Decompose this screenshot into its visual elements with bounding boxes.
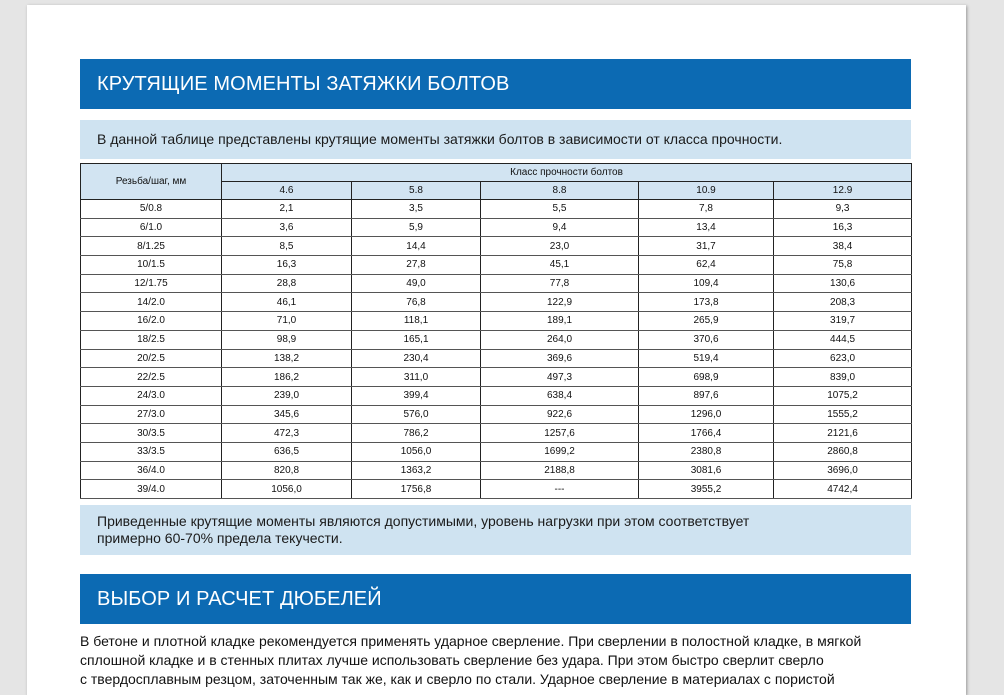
- table-row: [81, 386, 912, 405]
- torque-cell: 369,6: [481, 349, 639, 368]
- thread-cell: 6/1.0: [81, 218, 222, 237]
- torque-cell: 636,5: [222, 442, 352, 461]
- torque-cell: 62,4: [639, 256, 774, 275]
- torque-cell: 2380,8: [639, 442, 774, 461]
- thread-cell: 5/0.8: [81, 200, 222, 219]
- table-row: [81, 256, 912, 275]
- torque-cell: 5,5: [481, 200, 639, 219]
- class-header-cell: 8.8: [481, 182, 639, 200]
- note-box: [80, 505, 911, 555]
- class-header-cell: 12.9: [774, 182, 912, 200]
- torque-cell: 122,9: [481, 293, 639, 312]
- paragraph-line-1: В бетоне и плотной кладке рекомендуется применять ударное сверление. При сверлении в полостной кладке, в мягкой: [80, 633, 862, 649]
- torque-cell: 698,9: [639, 368, 774, 387]
- torque-cell: 1766,4: [639, 424, 774, 443]
- torque-cell: 897,6: [639, 386, 774, 405]
- torque-cell: 14,4: [352, 237, 481, 256]
- torque-cell: 786,2: [352, 424, 481, 443]
- torque-cell: 77,8: [481, 274, 639, 293]
- torque-cell: 264,0: [481, 330, 639, 349]
- torque-cell: 1363,2: [352, 461, 481, 480]
- torque-cell: 23,0: [481, 237, 639, 256]
- torque-cell: 49,0: [352, 274, 481, 293]
- torque-cell: 75,8: [774, 256, 912, 275]
- note-line-2: примерно 60-70% предела текучести.: [97, 530, 343, 546]
- torque-cell: 638,4: [481, 386, 639, 405]
- torque-cell: 3696,0: [774, 461, 912, 480]
- torque-cell: 109,4: [639, 274, 774, 293]
- document-page: [27, 5, 966, 695]
- torque-cell: 4742,4: [774, 480, 912, 499]
- table-row: [81, 405, 912, 424]
- dowel-paragraph: [80, 632, 915, 689]
- torque-cell: 71,0: [222, 312, 352, 331]
- table-row: [81, 218, 912, 237]
- torque-cell: 311,0: [352, 368, 481, 387]
- section-title-dowels: ВЫБОР И РАСЧЕТ ДЮБЕЛЕЙ: [80, 574, 911, 624]
- thread-cell: 12/1.75: [81, 274, 222, 293]
- torque-cell: 623,0: [774, 349, 912, 368]
- torque-cell: 186,2: [222, 368, 352, 387]
- torque-cell: 399,4: [352, 386, 481, 405]
- torque-cell: 1257,6: [481, 424, 639, 443]
- torque-cell: 27,8: [352, 256, 481, 275]
- torque-cell: 1296,0: [639, 405, 774, 424]
- torque-cell: 472,3: [222, 424, 352, 443]
- torque-cell: 118,1: [352, 312, 481, 331]
- torque-cell: 239,0: [222, 386, 352, 405]
- torque-cell: 576,0: [352, 405, 481, 424]
- torque-cell: 7,8: [639, 200, 774, 219]
- intro-text: В данной таблице представлены крутящие моменты затяжки болтов в зависимости от класса прочности.: [97, 131, 783, 147]
- torque-cell: 1756,8: [352, 480, 481, 499]
- torque-cell: 2860,8: [774, 442, 912, 461]
- table-row: [81, 293, 912, 312]
- torque-cell: 839,0: [774, 368, 912, 387]
- torque-cell: 2121,6: [774, 424, 912, 443]
- thread-cell: 36/4.0: [81, 461, 222, 480]
- torque-cell: 3081,6: [639, 461, 774, 480]
- torque-cell: 8,5: [222, 237, 352, 256]
- torque-cell: 208,3: [774, 293, 912, 312]
- torque-cell: 189,1: [481, 312, 639, 331]
- thread-cell: 24/3.0: [81, 386, 222, 405]
- torque-cell: ---: [481, 480, 639, 499]
- table-row: [81, 368, 912, 387]
- thread-cell: 22/2.5: [81, 368, 222, 387]
- torque-cell: 820,8: [222, 461, 352, 480]
- torque-cell: 444,5: [774, 330, 912, 349]
- table-row: [81, 442, 912, 461]
- torque-cell: 1555,2: [774, 405, 912, 424]
- thread-cell: 33/3.5: [81, 442, 222, 461]
- torque-cell: 16,3: [222, 256, 352, 275]
- intro-box: [80, 120, 911, 159]
- torque-cell: 76,8: [352, 293, 481, 312]
- torque-cell: 345,6: [222, 405, 352, 424]
- thread-cell: 16/2.0: [81, 312, 222, 331]
- thread-pitch-header: Резьба/шаг, мм: [81, 164, 222, 200]
- thread-cell: 30/3.5: [81, 424, 222, 443]
- torque-cell: 2,1: [222, 200, 352, 219]
- table-row: [81, 274, 912, 293]
- thread-cell: 20/2.5: [81, 349, 222, 368]
- strength-class-header: Класс прочности болтов: [222, 164, 912, 182]
- torque-cell: 138,2: [222, 349, 352, 368]
- table-row: [81, 461, 912, 480]
- torque-table: [80, 163, 912, 499]
- table-row: [81, 312, 912, 331]
- torque-cell: 370,6: [639, 330, 774, 349]
- table-row: [81, 349, 912, 368]
- torque-cell: 1056,0: [352, 442, 481, 461]
- torque-cell: 319,7: [774, 312, 912, 331]
- torque-cell: 173,8: [639, 293, 774, 312]
- torque-cell: 922,6: [481, 405, 639, 424]
- thread-cell: 18/2.5: [81, 330, 222, 349]
- note-line-1: Приведенные крутящие моменты являются допустимыми, уровень нагрузки при этом соответствует: [97, 513, 750, 529]
- paragraph-line-2: сплошной кладке и в стенных плитах лучше использовать сверление без удара. При этом быстро сверлит сверло: [80, 652, 824, 668]
- torque-cell: 130,6: [774, 274, 912, 293]
- torque-cell: 16,3: [774, 218, 912, 237]
- torque-cell: 3,6: [222, 218, 352, 237]
- torque-cell: 230,4: [352, 349, 481, 368]
- class-header-cell: 10.9: [639, 182, 774, 200]
- torque-cell: 38,4: [774, 237, 912, 256]
- thread-cell: 39/4.0: [81, 480, 222, 499]
- thread-cell: 8/1.25: [81, 237, 222, 256]
- table-row: [81, 200, 912, 219]
- torque-cell: 3955,2: [639, 480, 774, 499]
- torque-cell: 5,9: [352, 218, 481, 237]
- table-row: [81, 424, 912, 443]
- torque-cell: 1699,2: [481, 442, 639, 461]
- class-header-cell: 4.6: [222, 182, 352, 200]
- torque-cell: 2188,8: [481, 461, 639, 480]
- torque-cell: 3,5: [352, 200, 481, 219]
- torque-cell: 519,4: [639, 349, 774, 368]
- thread-cell: 14/2.0: [81, 293, 222, 312]
- torque-cell: 9,3: [774, 200, 912, 219]
- section-title-bolt-torque: КРУТЯЩИЕ МОМЕНТЫ ЗАТЯЖКИ БОЛТОВ: [80, 59, 911, 109]
- thread-cell: 10/1.5: [81, 256, 222, 275]
- torque-cell: 98,9: [222, 330, 352, 349]
- torque-cell: 28,8: [222, 274, 352, 293]
- torque-cell: 1075,2: [774, 386, 912, 405]
- torque-cell: 1056,0: [222, 480, 352, 499]
- torque-cell: 45,1: [481, 256, 639, 275]
- table-row: [81, 237, 912, 256]
- class-header-cell: 5.8: [352, 182, 481, 200]
- table-row: [81, 480, 912, 499]
- torque-cell: 31,7: [639, 237, 774, 256]
- thread-cell: 27/3.0: [81, 405, 222, 424]
- paragraph-line-3: с твердосплавным резцом, заточенным так же, как и сверло по стали. Ударное сверление в материалах с пористой: [80, 671, 835, 687]
- torque-cell: 13,4: [639, 218, 774, 237]
- table-row: [81, 330, 912, 349]
- torque-cell: 497,3: [481, 368, 639, 387]
- torque-cell: 46,1: [222, 293, 352, 312]
- torque-cell: 9,4: [481, 218, 639, 237]
- table-body: [81, 200, 912, 499]
- torque-cell: 165,1: [352, 330, 481, 349]
- torque-cell: 265,9: [639, 312, 774, 331]
